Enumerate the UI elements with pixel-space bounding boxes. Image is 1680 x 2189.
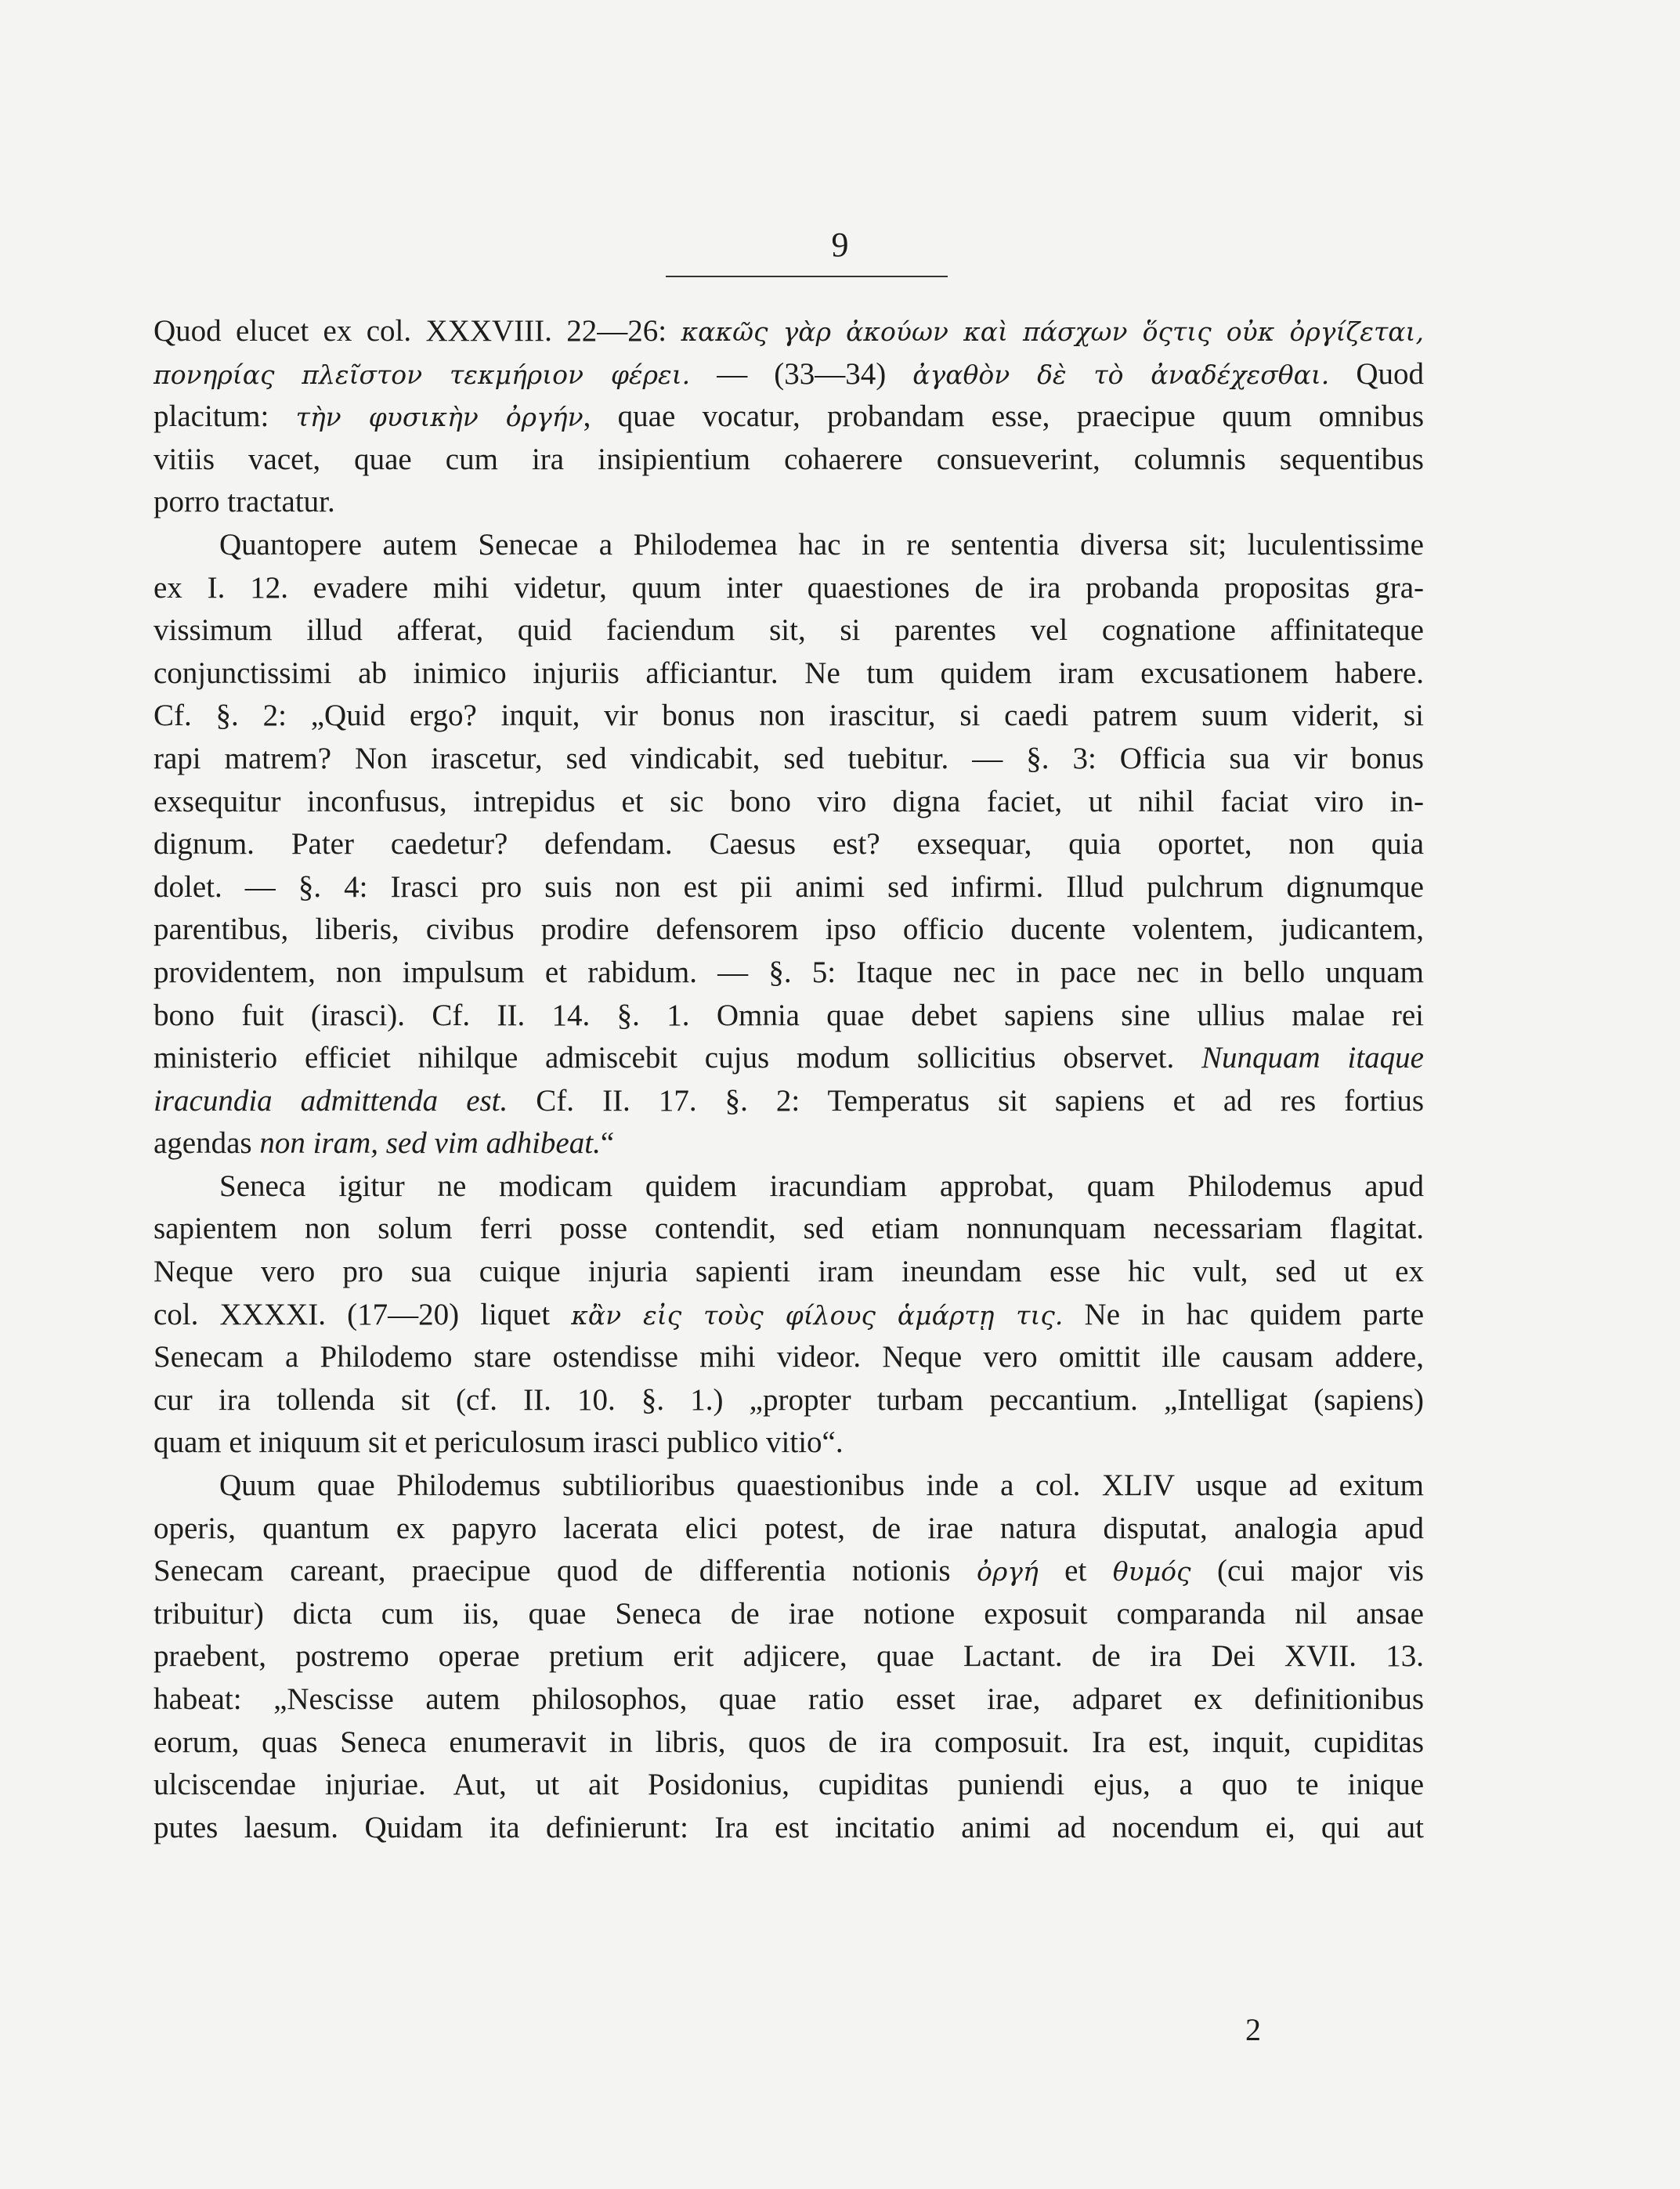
text-line — [154, 866, 1424, 909]
paragraph — [154, 524, 1424, 1165]
text-segment: exsequitur inconfusus, intrepidus et sic bono viro digna faciet, ut nihil faciat viro in- — [154, 784, 1424, 818]
header-rule — [666, 276, 948, 277]
text-line — [154, 310, 1424, 353]
paragraph — [154, 1165, 1424, 1465]
text-line — [154, 1550, 1424, 1593]
text-segment: Senecam careant, praecipue quod de differentia notionis — [154, 1554, 977, 1588]
text-segment: , quae vocatur, probandam esse, praecipue quum omnibus — [583, 399, 1424, 434]
greek-quotation: κακῶς γὰρ ἀκούων καὶ πάσχων ὅςτις οὐκ ὀργίζεται, — [681, 316, 1424, 347]
text-line — [154, 481, 1424, 524]
text-line — [154, 524, 1424, 567]
text-line — [154, 908, 1424, 952]
text-line — [154, 609, 1424, 652]
text-line — [154, 1336, 1424, 1379]
text-line — [154, 781, 1424, 824]
text-segment: ex I. 12. evadere mihi videtur, quum inter quaestiones de ira probanda propositas gra- — [154, 570, 1424, 605]
text-line — [154, 396, 1424, 439]
text-line — [154, 1508, 1424, 1551]
text-segment: bono fuit (irasci). Cf. II. 14. §. 1. Omnia quae debet sapiens sine ullius malae rei — [154, 998, 1424, 1032]
text-segment: Cf. II. 17. §. 2: Temperatus sit sapiens et ad res fortius — [508, 1083, 1424, 1118]
text-segment: “ — [600, 1126, 615, 1161]
greek-quotation: πονηρίας πλεῖστον τεκμήριον φέρει. — [154, 359, 691, 390]
text-segment: rapi matrem? Non irascetur, sed vindicabit, sed tuebitur. — §. 3: Officia sua vir bonus — [154, 741, 1424, 775]
text-line — [154, 1807, 1424, 1850]
text-line — [154, 1122, 1424, 1165]
text-segment: agendas — [154, 1126, 260, 1161]
text-line — [154, 1635, 1424, 1678]
text-segment: praebent, postremo operae pretium erit adjicere, quae Lactant. de ira Dei XVII. 13. — [154, 1639, 1424, 1674]
text-segment: ministerio efficiet nihilque admiscebit cujus modum sollicitius observet. — [154, 1041, 1202, 1075]
text-segment: Cf. §. 2: „Quid ergo? inquit, vir bonus non irascitur, si caedi patrem suum viderit, si — [154, 699, 1424, 733]
text-segment: quam et iniquum sit et periculosum irasci publico vitio“. — [154, 1425, 844, 1460]
text-line — [154, 738, 1424, 781]
body-text — [154, 310, 1424, 1849]
greek-quotation: ὀργή — [976, 1556, 1039, 1588]
text-segment: Quantopere autem Senecae a Philodemea hac in re sententia diversa sit; luculentissime — [219, 527, 1424, 562]
text-segment: putes laesum. Quidam ita definierunt: Ira est incitatio animi ad nocendum ei, qui aut — [154, 1810, 1424, 1844]
text-segment: Ne in hac quidem parte — [1063, 1297, 1425, 1331]
text-segment: Seneca igitur ne modicam quidem iracundiam approbat, quam Philodemus apud — [219, 1169, 1424, 1203]
text-segment: habeat: „Nescisse autem philosophos, quae ratio esset irae, adparet ex definitionibus — [154, 1682, 1424, 1716]
text-segment: conjunctissimi ab inimico injuriis afficiantur. Ne tum quidem iram excusationem habere. — [154, 656, 1424, 690]
italic-quotation: non iram, sed vim adhibeat. — [259, 1126, 601, 1161]
text-segment: Neque vero pro sua cuique injuria sapienti iram ineundam esse hic vult, sed ut ex — [154, 1255, 1424, 1289]
text-segment: eorum, quas Seneca enumeravit in libris, quos de ira composuit. Ira est, inquit, cupiditas — [154, 1725, 1424, 1759]
text-line — [154, 567, 1424, 610]
text-line — [154, 1593, 1424, 1636]
text-segment: Quod elucet ex col. XXXVIII. 22—26: — [154, 314, 681, 348]
text-segment: cur ira tollenda sit (cf. II. 10. §. 1.) „propter turbam peccantium. „Intelligat (sapiens) — [154, 1382, 1424, 1417]
greek-quotation: τὴν φυσικὴν ὀργήν — [295, 402, 583, 433]
signature-mark: 2 — [1245, 2012, 1261, 2047]
italic-quotation: iracundia admittenda est. — [154, 1083, 508, 1118]
text-line — [154, 823, 1424, 866]
paragraph — [154, 310, 1424, 524]
greek-quotation: θυμός — [1112, 1556, 1191, 1588]
text-segment: dignum. Pater caedetur? defendam. Caesus est? exsequar, quia oportet, non quia — [154, 827, 1424, 862]
text-segment: vissimum illud afferat, quid faciendum sit, si parentes vel cognatione affinitateque — [154, 613, 1424, 648]
text-line — [154, 695, 1424, 738]
text-segment: placitum: — [154, 399, 296, 434]
text-line — [154, 439, 1424, 482]
greek-quotation: ἀγαθὸν δὲ τὸ ἀναδέχεσθαι. — [912, 359, 1330, 390]
text-line — [154, 1165, 1424, 1208]
text-segment: (cui major vis — [1190, 1554, 1424, 1588]
page-number: 9 — [831, 226, 849, 264]
text-line — [154, 1721, 1424, 1765]
text-segment: col. XXXXI. (17—20) liquet — [154, 1297, 572, 1331]
text-segment: Senecam a Philodemo stare ostendisse mihi videor. Neque vero omittit ille causam addere, — [154, 1340, 1424, 1374]
text-line — [154, 1379, 1424, 1422]
text-line — [154, 1764, 1424, 1807]
text-segment: parentibus, liberis, civibus prodire defensorem ipso officio ducente volentem, judicantem, — [154, 912, 1424, 947]
text-line — [154, 353, 1424, 396]
text-segment: ulciscendae injuriae. Aut, ut ait Posidonius, cupiditas puniendi ejus, a quo te inique — [154, 1768, 1424, 1802]
text-segment: dolet. — §. 4: Irasci pro suis non est pii animi sed infirmi. Illud pulchrum dignumque — [154, 869, 1424, 904]
text-line — [154, 1208, 1424, 1251]
text-line — [154, 995, 1424, 1038]
text-segment: operis, quantum ex papyro lacerata elici potest, de irae natura disputat, analogia apud — [154, 1511, 1424, 1545]
paragraph — [154, 1465, 1424, 1849]
text-line — [154, 1251, 1424, 1294]
text-line — [154, 1294, 1424, 1337]
text-line — [154, 1080, 1424, 1123]
text-segment: providentem, non impulsum et rabidum. — §. 5: Itaque nec in pace nec in bello unquam — [154, 955, 1424, 989]
text-segment: vitiis vacet, quae cum ira insipientium cohaerere consueverint, columnis sequentibus — [154, 442, 1424, 476]
text-line — [154, 652, 1424, 695]
text-segment: Quod — [1329, 356, 1424, 391]
text-segment: porro tractatur. — [154, 485, 335, 519]
text-line — [154, 1037, 1424, 1080]
text-segment: tribuitur) dicta cum iis, quae Seneca de irae notione exposuit comparanda nil ansae — [154, 1596, 1424, 1631]
text-segment: et — [1038, 1554, 1113, 1588]
text-segment: sapientem non solum ferri posse contendit, sed etiam nonnunquam necessariam flagitat. — [154, 1212, 1424, 1246]
italic-quotation: Nunquam itaque — [1201, 1041, 1424, 1075]
text-line — [154, 1465, 1424, 1508]
text-line — [154, 952, 1424, 995]
text-line — [154, 1421, 1424, 1465]
text-segment: — (33—34) — [690, 356, 913, 391]
text-line — [154, 1678, 1424, 1721]
text-segment: Quum quae Philodemus subtilioribus quaestionibus inde a col. XLIV usque ad exitum — [219, 1468, 1424, 1503]
greek-quotation: κἂν εἰς τοὺς φίλους ἁμάρτῃ τις. — [571, 1299, 1064, 1331]
